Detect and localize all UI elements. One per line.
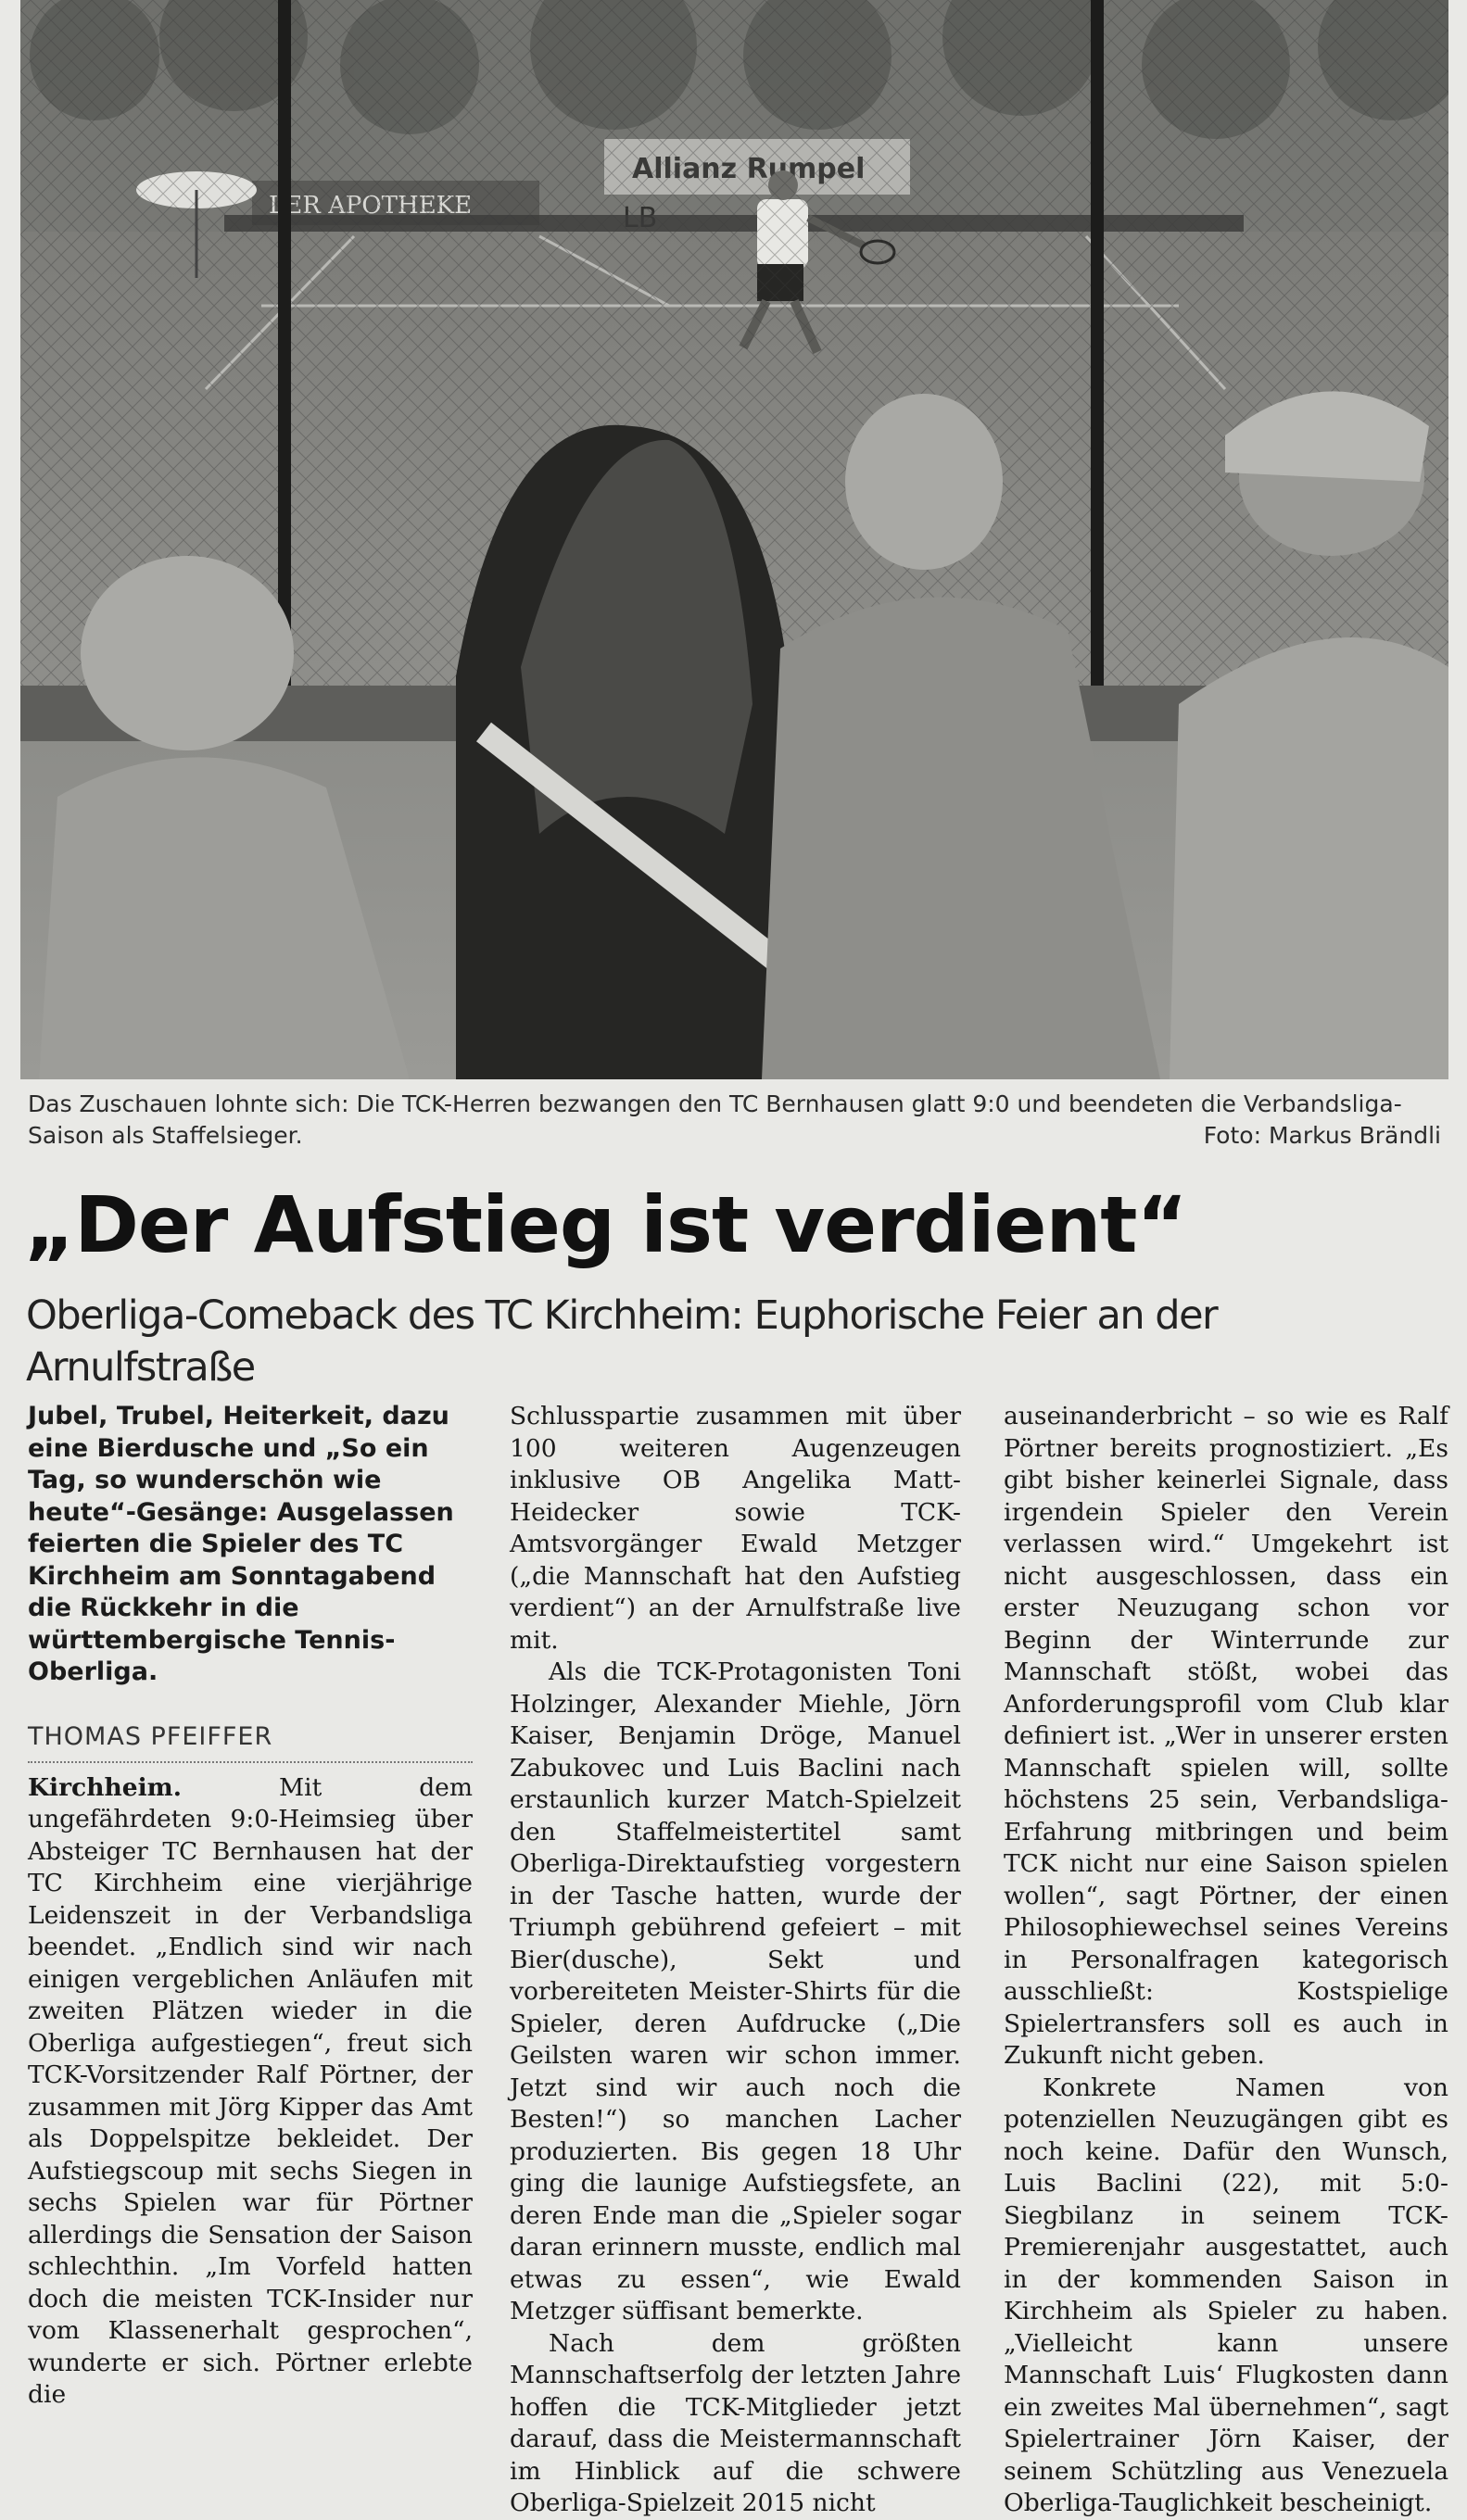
body-paragraph: Als die TCK-Protagonisten Toni Holzinger, Alexander Miehle, Jörn Kaiser, Benjamin Dröge, Manuel Zabukovec und Luis Baclini nach erstaunlich kurzer Match-Spielzeit den Staffelmeistertitel samt Oberliga-Direktaufstieg vorgestern in der Tasche hatten, wurde der Triumph gebührend gefeiert – mit Bier(dusche), Sekt und vorbereiteten Meister-Shirts für die Spieler, deren Aufdrucke („Die Geilsten waren wir schon immer. Jetzt sind wir auch noch die Besten!“) so manchen Lacher produzierten. Bis gegen 18 Uhr ging die launige Aufstiegsfete, an deren Ende man die „Spieler sogar daran erinnern musste, endlich mal etwas zu essen“, wie Ewald Metzger süffisant bemerkte. bbox=[510, 1657, 961, 2325]
photo-illustration bbox=[20, 0, 1448, 1079]
body-paragraph: auseinanderbricht – so wie es Ralf Pörtner bereits prognostiziert. „Es gibt bisher keinerlei Signale, dass irgendein Spieler den Verein verlassen wird.“ Umgekehrt ist nicht ausgeschlossen, dass ein erster Neuzugang schon vor Beginn der Winterrunde zur Mannschaft stößt, wobei das Anforderungsprofil vom Club klar definiert ist. „Wer in unserer ersten Mannschaft spielen will, sollte höchstens 25 sein, Verbandsliga-Erfahrung mitbringen und beim TCK nicht nur eine Saison spielen wollen“, sagt Pörtner, der einen Philosophiewechsel seines Vereins in Personalfragen kategorisch ausschließt: Kostspielige Spielertransfers soll es auch in Zukunft nicht geben. bbox=[1004, 1402, 1448, 2070]
body-paragraph bbox=[28, 1772, 473, 2412]
col1-body: Mit dem ungefährdeten 9:0-Heimsieg über Absteiger TC Bernhausen hat der TC Kirchheim eine vierjährige Leidenszeit in der Verbandsliga beendet. „Endlich sind wir nach einigen vergeblichen Anläufen mit zweiten Plätzen wieder in die Oberliga aufgestiegen“, freut sich TCK-Vorsitzender Ralf Pörtner, der zusammen mit Jörg Kipper das Amt als Doppelspitze bekleidet. Der Aufstiegscoup mit sechs Siegen in sechs Spielen war für Pörtner allerdings die Sensation der Saison schlechthin. „Im Vorfeld hatten doch die meisten TCK-Insider nur vom Klassenerhalt gesprochen“, wunderte er sich. Pörtner erlebte die bbox=[28, 1772, 473, 2409]
body-paragraph: Nach dem größten Mannschaftserfolg der letzten Jahre hoffen die TCK-Mitglieder jetzt darauf, dass die Meistermannschaft im Hinblick auf die schwere Oberliga-Spielzeit 2015 nicht bbox=[510, 2328, 961, 2517]
subheadline: Oberliga-Comeback des TC Kirchheim: Euphorische Feier an der Arnulfstraße bbox=[26, 1292, 1218, 1391]
lead-paragraph: Jubel, Trubel, Heiterkeit, dazu eine Bierdusche und „So ein Tag, so wunderschön wie heute“-Gesänge: Ausgelassen feierten die Spieler des TC Kirchheim am Sonntagabend die Rückkehr in die württembergische Tennis-Oberliga. bbox=[28, 1402, 454, 1686]
fence-post-right bbox=[1091, 0, 1104, 723]
article-column-1 bbox=[28, 1401, 473, 2412]
body-paragraph: Schlusspartie zusammen mit über 100 weiteren Augenzeugen inklusive OB Angelika Matt-Heidecker sowie TCK-Amtsvorgänger Ewald Metzger („die Mannschaft hat den Aufstieg verdient“) an der Arnulfstraße live mit. bbox=[510, 1402, 961, 1655]
article-column-2 bbox=[510, 1401, 961, 2520]
photo-caption bbox=[28, 1089, 1441, 1152]
article-column-3 bbox=[1004, 1401, 1448, 2520]
tennis-spectators-photo bbox=[20, 0, 1448, 1079]
caption-text: Das Zuschauen lohnte sich: Die TCK-Herren bezwangen den TC Bernhausen glatt 9:0 und beendeten die Verbandsliga-Saison als Staffelsieger. bbox=[28, 1090, 1402, 1149]
headline: „Der Aufstieg ist verdient“ bbox=[24, 1179, 1187, 1270]
dateline: Kirchheim. bbox=[28, 1772, 182, 1802]
photo-credit: Foto: Markus Brändli bbox=[1203, 1122, 1441, 1149]
author-byline: THOMAS PFEIFFER bbox=[28, 1719, 473, 1763]
body-paragraph: Konkrete Namen von potenziellen Neuzugängen gibt es noch keine. Dafür den Wunsch, Luis Baclini (22), mit 5:0-Siegbilanz in seinem TCK-Premierenjahr ausgestattet, auch in der kommenden Saison in Kirchheim als Spieler zu haben. „Vielleicht kann unsere Mannschaft Luis‘ Flugkosten dann ein zweites Mal übernehmen“, sagt Spielertrainer Jörn Kaiser, der seinem Schützling aus Venezuela Oberliga-Tauglichkeit bescheinigt. bbox=[1004, 2073, 1448, 2517]
